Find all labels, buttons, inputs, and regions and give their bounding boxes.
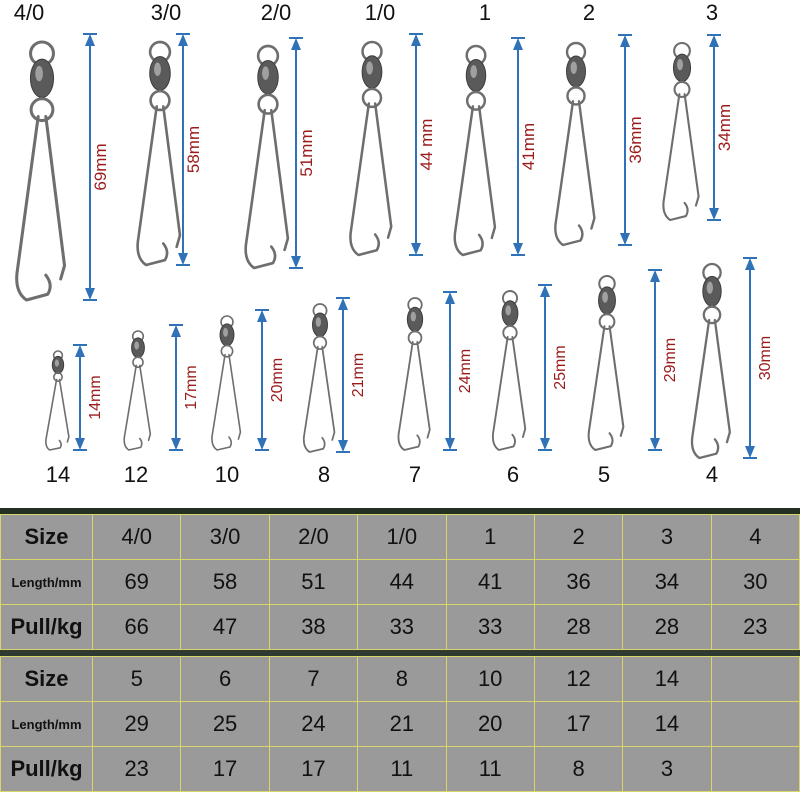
length-cell: 25 [181,702,269,747]
size-label: 3 [705,0,719,25]
arrow-head [445,292,455,304]
length-cell: 58 [181,560,269,605]
length-label: 30mm [757,335,774,381]
size-cell: 8 [358,657,446,702]
pull-cell [711,747,799,792]
length-label: 41mm [519,122,538,171]
snap-wire [555,101,594,245]
swivel-ring [467,92,485,110]
arrow-head [513,38,523,50]
swivel-ring [567,87,584,104]
length-label: 24mm [457,348,474,394]
snap-wire [304,347,335,452]
barrel-highlight [505,305,511,315]
size-cell: 14 [623,657,711,702]
table-row-length [1,702,800,747]
pull-cell: 38 [269,605,357,650]
pull-cell: 47 [181,605,269,650]
arrow-head [540,438,550,450]
pull-cell: 28 [623,605,711,650]
swivel-ring [409,331,422,344]
snap-wire [46,380,69,450]
arrow-head [257,310,267,322]
spec-table-1 [0,514,800,650]
swivel-ring [704,307,720,323]
swivel-ring [314,337,326,349]
size-header: Size [1,515,93,560]
swivel-ring [259,95,278,114]
size-cell: 4 [711,515,799,560]
length-cell: 36 [534,560,622,605]
length-cell: 17 [534,702,622,747]
table-row-pull [1,747,800,792]
length-cell: 41 [446,560,534,605]
pull-cell: 28 [534,605,622,650]
arrow-head [85,34,95,46]
size-header: Size [1,657,93,702]
size-label: 5 [597,462,611,487]
pull-cell: 17 [269,747,357,792]
snap-wire [17,117,65,300]
arrow-head [745,446,755,458]
table-row-size [1,657,800,702]
barrel-highlight [366,62,373,75]
pull-header: Pull/kg [1,605,93,650]
size-label: 8 [317,462,331,487]
arrow-head [75,438,85,450]
snap-wire [692,320,730,458]
table-row-pull [1,605,800,650]
arrow-head [85,288,95,300]
size-label: 1 [478,0,492,25]
size-cell: 1 [446,515,534,560]
arrow-head [540,285,550,297]
size-label: 6 [506,462,520,487]
size-label: 12 [123,462,149,487]
length-cell: 14 [623,702,711,747]
barrel-highlight [223,328,228,337]
snap-wire [350,104,391,255]
length-label: 14mm [87,375,104,420]
size-label: 2/0 [260,0,292,25]
barrel-highlight [602,292,608,303]
size-label: 10 [214,462,240,487]
swivel-ring [54,373,62,381]
snap-wire [138,106,180,265]
barrel-highlight [316,317,321,327]
length-cell: 44 [358,560,446,605]
arrow-head [650,270,660,282]
length-header: Length/mm [1,702,93,747]
length-label: 20mm [269,357,286,403]
length-cell: 30 [711,560,799,605]
length-label: 29mm [662,337,679,383]
size-label: 1/0 [364,0,396,25]
barrel-highlight [262,66,269,80]
length-label: 58mm [184,125,203,174]
barrel-highlight [154,62,161,76]
size-cell: 1/0 [358,515,446,560]
snap-wire [589,326,624,450]
size-cell: 2/0 [269,515,357,560]
pull-cell: 23 [711,605,799,650]
size-cell: 2 [534,515,622,560]
length-label: 17mm [183,365,200,410]
barrel-highlight [134,341,139,349]
arrow-head [513,243,523,255]
swivel-ring [600,314,615,329]
barrel-highlight [35,66,43,81]
arrow-head [745,258,755,270]
size-cell: 12 [534,657,622,702]
snap-wire [398,342,429,450]
length-cell: 29 [93,702,181,747]
size-label: 14 [45,462,71,487]
barrel-highlight [707,282,713,294]
spec-tables [0,508,800,792]
size-cell: 3/0 [181,515,269,560]
size-label: 3/0 [150,0,182,25]
swivel-ring [151,91,170,110]
snap-wire [455,106,495,255]
pull-cell: 33 [358,605,446,650]
arrow-head [445,438,455,450]
size-cell: 10 [446,657,534,702]
snap-wire [124,365,150,450]
barrel-highlight [55,360,59,367]
arrow-head [171,325,181,337]
size-cell: 7 [269,657,357,702]
size-cell: 6 [181,657,269,702]
pull-cell: 8 [534,747,622,792]
snap-wire [663,94,698,220]
arrow-head [291,256,301,268]
table-row-size [1,515,800,560]
pull-cell: 17 [181,747,269,792]
arrow-head [709,208,719,220]
barrel-highlight [411,312,416,322]
length-label: 36mm [626,116,645,164]
size-cell [711,657,799,702]
arrow-head [178,34,188,46]
size-cell: 3 [623,515,711,560]
pull-cell: 23 [93,747,181,792]
swivel-ring [221,345,232,356]
length-label: 51mm [297,129,316,177]
swivel-ring [363,89,381,107]
arrow-head [257,438,267,450]
length-label: 69mm [91,143,110,191]
swivel-ring [675,82,690,97]
arrow-head [338,440,348,452]
length-label: 34mm [715,103,734,152]
arrow-head [620,35,630,47]
arrow-head [178,253,188,265]
arrow-head [411,34,421,46]
snap-wire [493,337,525,450]
length-cell: 21 [358,702,446,747]
barrel-highlight [470,65,477,78]
length-label: 44 mm [417,118,436,171]
pull-header: Pull/kg [1,747,93,792]
barrel-highlight [677,59,683,70]
length-cell: 20 [446,702,534,747]
arrow-head [291,38,301,50]
size-label: 7 [408,462,422,487]
pull-cell: 66 [93,605,181,650]
size-label: 4 [705,462,719,487]
length-cell: 69 [93,560,181,605]
size-cell: 4/0 [93,515,181,560]
swivel-ring [133,357,143,367]
arrow-head [171,438,181,450]
pull-cell: 11 [446,747,534,792]
length-header: Length/mm [1,560,93,605]
pull-cell: 33 [446,605,534,650]
size-label: 2 [582,0,596,25]
swivel-ring [31,99,53,121]
swivel-ring [503,326,516,339]
size-cell: 5 [93,657,181,702]
arrow-head [338,298,348,310]
arrow-head [411,243,421,255]
length-cell: 24 [269,702,357,747]
arrow-head [650,438,660,450]
arrow-head [709,35,719,47]
snap-wire [246,110,288,268]
snap-wire [212,355,240,450]
pull-cell: 3 [623,747,711,792]
length-label: 25mm [552,345,569,390]
length-cell: 51 [269,560,357,605]
length-cell [711,702,799,747]
arrow-head [75,345,85,357]
spec-table-2 [0,656,800,792]
length-cell: 34 [623,560,711,605]
barrel-highlight [571,61,577,73]
pull-cell: 11 [358,747,446,792]
size-label: 4/0 [13,0,45,25]
arrow-head [620,233,630,245]
table-row-length [1,560,800,605]
length-label: 21mm [350,352,367,398]
